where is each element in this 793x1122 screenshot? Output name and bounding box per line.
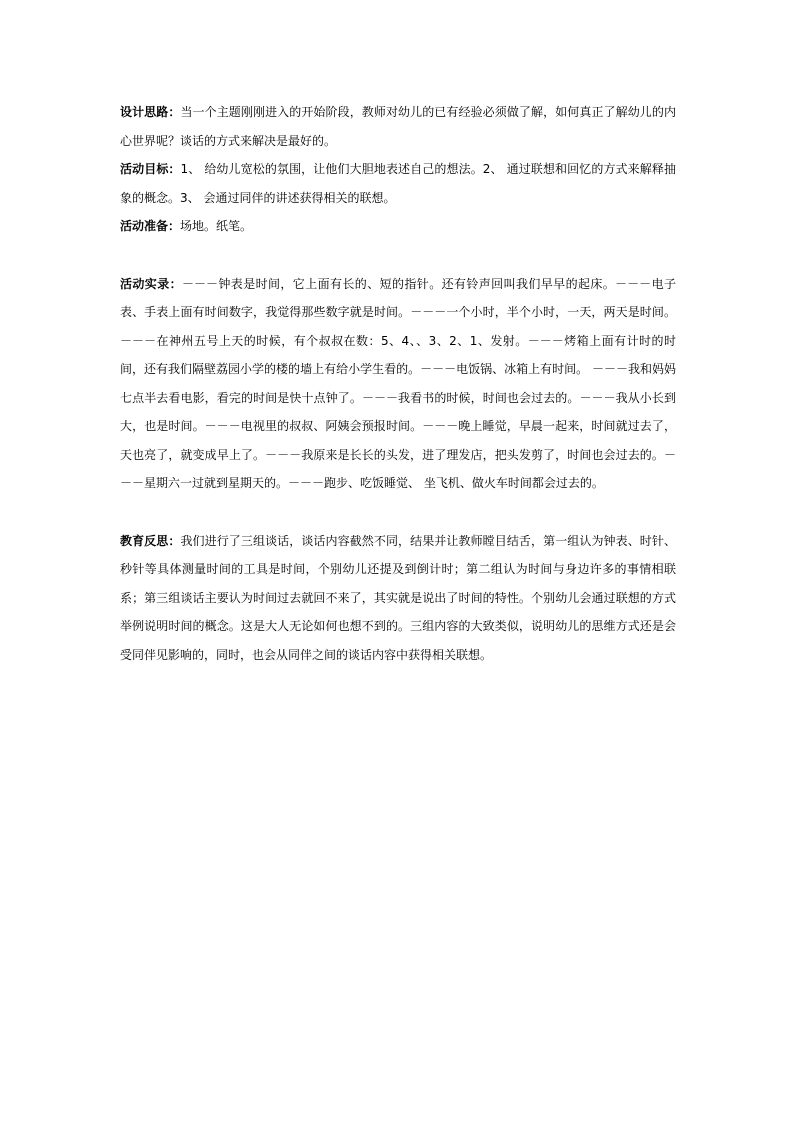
activity-goals-paragraph [120,155,676,212]
design-idea-text: 当一个主题刚刚进入的开始阶段，教师对幼儿的已有经验必须做了解，如何真正了解幼儿的内心世界呢？谈话的方式来解决是最好的。 [120,105,676,148]
document-body [120,98,676,669]
design-idea-label: 设计思路： [120,105,181,119]
reflection-text: 我们进行了三组谈话，谈话内容截然不同，结果并让教师瞠目结舌，第一组认为钟表、时针、秒针等具体测量时间的工具是时间，个别幼儿还提及到倒计时；第二组认为时间与身边许多的事情相联系；第三组谈话主要认为时间过去就回不来了，其实就是说出了时间的特性。个别幼儿会通过联想的方式举例说明时间的概念。这是大人无论如何也想不到的。三组内容的大致类似，说明幼儿的思维方式还是会受同伴见影响的，同时，也会从同伴之间的谈话内容中获得相关联想。 [120,533,676,662]
reflection-paragraph [120,527,676,670]
blank-line [120,498,676,527]
activity-record-label: 活动实录： [120,276,182,291]
reflection-label: 教育反思： [120,533,181,548]
blank-line [120,241,676,270]
activity-record-text: －－－钟表是时间，它上面有长的、短的指针。还有铃声回叫我们早早的起床。－－－电子表、手表上面有时间数字，我觉得那些数字就是时间。－－－一个小时，半个小时，一天，两天是时间。－－－在神州五号上天的时候，有个叔叔在数：5、4、、3、2、1、发射。－－－烤箱上面有计时的时间，还有我们隔壁荔园小学的楼的墙上有给小学生看的。－－－电饭锅、冰箱上有时间。 －－－我和妈妈七点半去看电影，看完的时间是快十点钟了。－－－我看书的时候，时间也会过去的。－－－我从小长到大，也是时间。－－－电视里的叔叔、阿姨会预报时间。－－－晚上睡觉，早晨一起来，时间就过去了，天也亮了，就变成早上了。－－－我原来是长长的头发，进了理发店，把头发剪了，时间也会过去的。－－－星期六一过就到星期天的。－－－跑步、吃饭睡觉、 坐飞机、做火车时间都会过去的。 [120,276,676,490]
activity-preparation-paragraph [120,212,676,241]
activity-goals-label: 活动目标： [120,162,181,176]
activity-preparation-label: 活动准备： [120,219,181,233]
activity-goals-text: 1、 给幼儿宽松的氛围，让他们大胆地表述自己的想法。2、 通过联想和回忆的方式来解释抽象的概念。3、 会通过同伴的讲述获得相关的联想。 [120,162,676,205]
design-idea-paragraph [120,98,676,155]
activity-preparation-text: 场地。纸笔。 [180,219,253,233]
activity-record-paragraph [120,270,676,498]
